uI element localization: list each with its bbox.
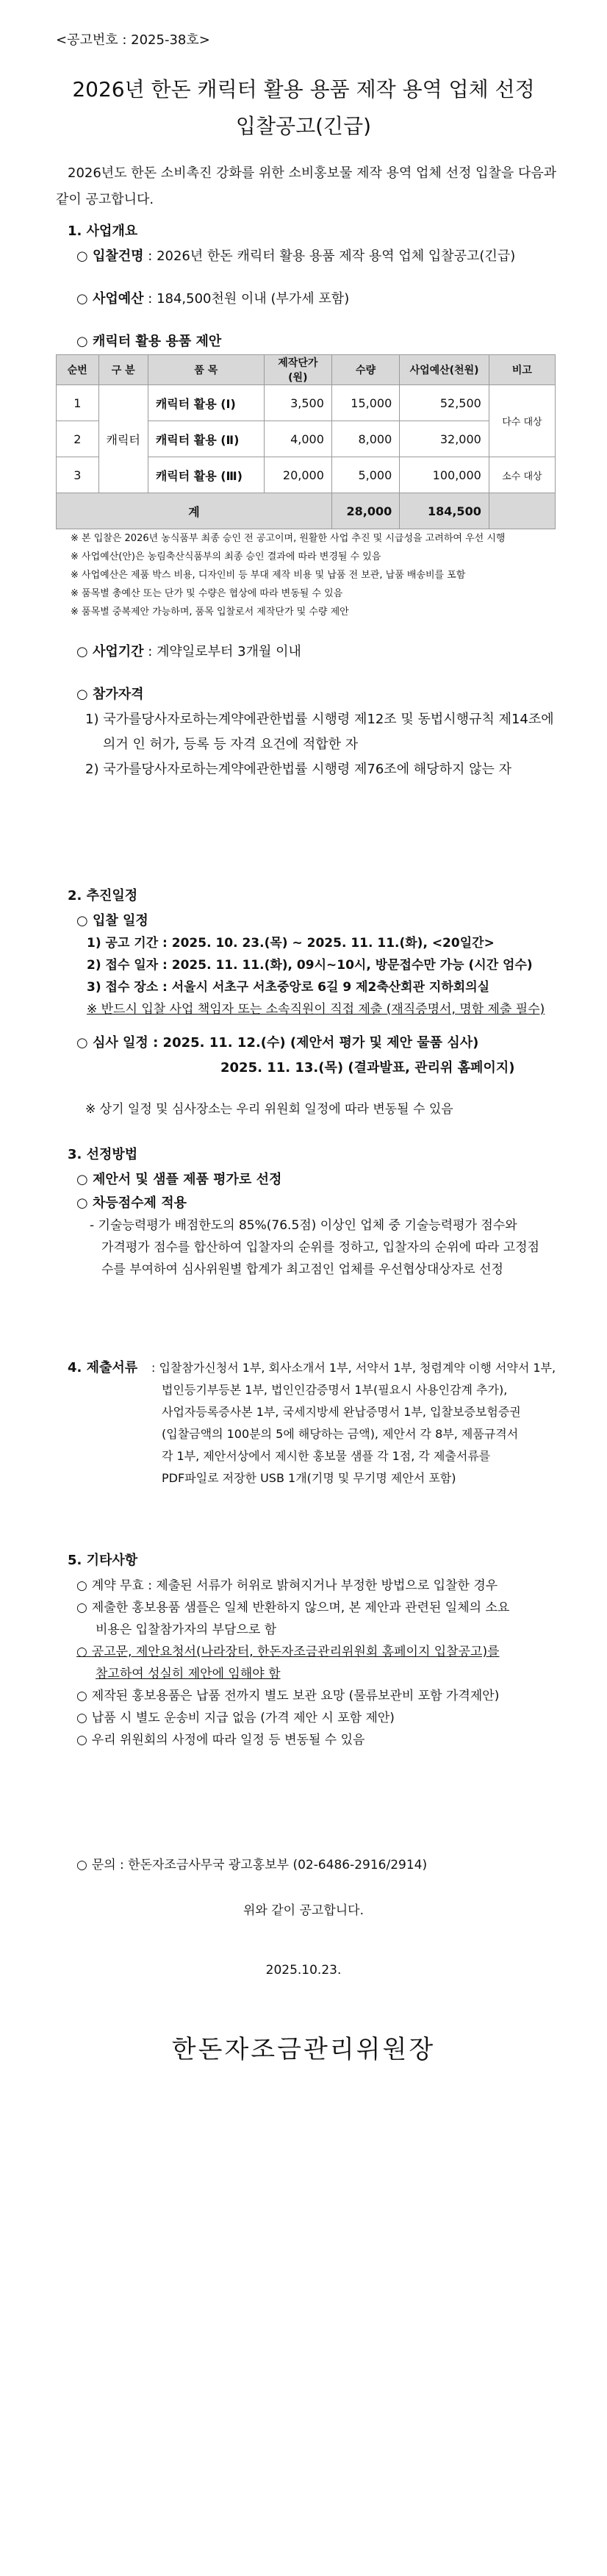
section5-heading: 5. 기타사항 xyxy=(68,1553,138,1568)
notice-date: 2025.10.23. xyxy=(265,1963,342,1978)
section2-heading: 2. 추진일정 xyxy=(68,888,138,904)
cell-price: 3,500 xyxy=(264,385,331,421)
budget-value: 184,500천원 이내 (부가세 포함) xyxy=(157,291,350,307)
qualification-list: 1) 국가를당사자로하는계약에관한법률 시행령 제12조 및 동법시행규칙 제14조에 의거 인 허가, 등록 등 자격 요건에 적합한 자 2) 국가를당사자로하는계약에관한법률 시행령 제76조에 해당하지 않는 자 xyxy=(85,712,554,777)
judge-row-1: ○ 심사 일정 : 2025. 11. 12.(수) (제안서 평가 및 제안 물품 심사) xyxy=(76,1032,478,1051)
closing-text: 위와 같이 공고합니다. xyxy=(243,1903,364,1918)
documents-list: : 입찰참가신청서 1부, 회사소개서 1부, 서약서 1부, 청렴계약 이행 서약서 1부, 법인등기부등본 1부, 법인인감증명서 1부(필요시 사용인감계 추가), 사업자등록증사본 1부, 국세지방세 완납증명서 1부, 입찰보증보험증권 (입찰금액의 100분의 5에 해당하는 금액), 제안서 각 8부, 제품규격서 각 1부, 제안서상에서 제시한 홍보물 샘플 각 1점, 각 제출서류를 PDF파일로 저장한 USB 1개(기명 및 무기명 제안서 포함) xyxy=(151,1361,556,1485)
section3-heading: 3. 선정방법 xyxy=(68,1147,138,1162)
cell-no: 1 xyxy=(57,385,99,421)
cell-no: 3 xyxy=(57,457,99,493)
table-notes: ※ 본 입찰은 2026년 농식품부 최종 승인 전 공고이며, 원활한 사업 추진 및 시급성을 고려하여 우선 시행 ※ 사업예산(안)은 농림축산식품부의 최종 승인 결과에 따라 변경될 수 있음 ※ 사업예산은 제품 박스 비용, 디자인비 등 부대 제작 비용 및 납품 전 보관, 납품 배송비를 포함 ※ 품목별 총예산 또는 단가 및 수량은 협상에 따라 변동될 수 있음 ※ 품목별 중복제안 가능하며, 품목 입찰로서 제작단가 및 수량 제안 xyxy=(71,533,506,618)
cell-item: 캐릭터 활용 (Ⅰ) xyxy=(148,385,264,421)
schedule-label: ○ 입찰 일정 xyxy=(76,910,148,929)
table-total-row xyxy=(57,493,556,529)
total-label: 계 xyxy=(57,493,332,529)
col-price: 제작단가(원) xyxy=(264,355,331,385)
section1-heading: 1. 사업개요 xyxy=(68,223,138,239)
cell-no: 2 xyxy=(57,421,99,457)
cell-budget: 52,500 xyxy=(400,385,489,421)
cell-qty: 15,000 xyxy=(331,385,399,421)
cell-note: 다수 대상 xyxy=(489,385,555,457)
schedule-list: 1) 공고 기간 : 2025. 10. 23.(목) ~ 2025. 11. 11.(화), <20일간> 2) 접수 일자 : 2025. 11. 11.(화), 09시~10시, 방문접수만 가능 (시간 엄수) 3) 접수 장소 : 서울시 서초구 서초중앙로 6길 9 제2축산회관 지하회의실 ※ 반드시 입찰 사업 책임자 또는 소속직원이 직접 제출 (재직증명서, 명함 제출 필수) xyxy=(87,936,545,1017)
cell-item: 캐릭터 활용 (Ⅱ) xyxy=(148,421,264,457)
section4-heading: 4. 제출서류 xyxy=(68,1360,138,1375)
schedule-note: ※ 상기 일정 및 심사장소는 우리 위원회 일정에 따라 변동될 수 있음 xyxy=(85,1102,453,1117)
cell-qty: 5,000 xyxy=(331,457,399,493)
col-budget: 사업예산(천원) xyxy=(400,355,489,385)
bid-name-row: ○ 입찰건명 : 2026년 한돈 캐릭터 활용 용품 제작 용역 업체 입찰공고(긴급) xyxy=(76,246,515,265)
misc-list: ○ 계약 무효 : 제출된 서류가 허위로 밝혀지거나 부정한 방법으로 입찰한 경우 ○ 제출한 홍보용품 샘플은 일체 반환하지 않으며, 본 제안과 관련된 일체의 소요 비용은 입찰참가자의 부담으로 함 ○ 공고문, 제안요청서(나라장터, 한돈자조금관리위원회 홈페이지 입찰공고)를 참고하여 성실히 제안에 임해야 함 ○ 제작된 홍보용품은 납품 전까지 별도 보관 요망 (물류보관비 포함 가격제안) ○ 납품 시 별도 운송비 지급 없음 (가격 제안 시 포함 제안) ○ 우리 위원회의 사정에 따라 일정 등 변동될 수 있음 xyxy=(76,1575,583,1751)
cell-qty: 8,000 xyxy=(331,421,399,457)
col-no: 순번 xyxy=(57,355,99,385)
bid-name-label: ○ 입찰건명 xyxy=(76,248,144,264)
col-category: 구 분 xyxy=(98,355,148,385)
selection-line1: ○ 제안서 및 샘플 제품 평가로 선정 xyxy=(76,1169,281,1188)
notice-number: <공고번호 : 2025-38호> xyxy=(56,32,210,48)
cell-item: 캐릭터 활용 (Ⅲ) xyxy=(148,457,264,493)
judge-row-2: 2025. 11. 13.(목) (결과발표, 관리위 홈페이지) xyxy=(220,1060,515,1076)
total-budget: 184,500 xyxy=(400,493,489,529)
cell-budget: 100,000 xyxy=(400,457,489,493)
cell-note: 소수 대상 xyxy=(489,457,555,493)
period-row: ○ 사업기간 : 계약일로부터 3개월 이내 xyxy=(76,641,301,660)
bid-name-value: 2026년 한돈 캐릭터 활용 용품 제작 용역 업체 입찰공고(긴급) xyxy=(157,248,516,264)
qualification-label: ○ 참가자격 xyxy=(76,684,144,703)
cell-category: 캐릭터 xyxy=(98,385,148,493)
cell-price: 20,000 xyxy=(264,457,331,493)
col-note: 비고 xyxy=(489,355,555,385)
contact-info: ○ 문의 : 한돈자조금사무국 광고홍보부 (02-6486-2916/2914) xyxy=(76,1854,427,1872)
page-title-line2: 입찰공고(긴급) xyxy=(235,114,372,138)
items-label: ○ 캐릭터 활용 용품 제안 xyxy=(76,331,221,350)
selection-detail: - 기술능력평가 배점한도의 85%(76.5점) 이상인 업체 중 기술능력평가 점수와 가격평가 점수를 합산하여 입찰자의 순위를 정하고, 입찰자의 순위에 따라 고정점 수를 부여하여 심사위원별 합계가 최고점인 업체를 우선협상대상자로 선정 xyxy=(90,1218,539,1277)
budget-row: ○ 사업예산 : 184,500천원 이내 (부가세 포함) xyxy=(76,288,349,307)
budget-label: ○ 사업예산 xyxy=(76,291,144,307)
page-title-line1: 2026년 한돈 캐릭터 활용 용품 제작 용역 업체 선정 xyxy=(72,77,535,101)
total-qty: 28,000 xyxy=(331,493,399,529)
intro-paragraph: 2026년도 한돈 소비촉진 강화를 위한 소비홍보물 제작 용역 업체 선정 입찰을 다음과 같이 공고합니다. xyxy=(56,165,557,207)
cell-budget: 32,000 xyxy=(400,421,489,457)
table-row xyxy=(57,385,556,421)
col-qty: 수량 xyxy=(331,355,399,385)
items-table xyxy=(56,354,556,529)
selection-line2: ○ 차등점수제 적용 xyxy=(76,1192,187,1212)
col-item: 품 목 xyxy=(148,355,264,385)
issuer-signature: 한돈자조금관리위원장 xyxy=(171,2035,436,2064)
cell-price: 4,000 xyxy=(264,421,331,457)
